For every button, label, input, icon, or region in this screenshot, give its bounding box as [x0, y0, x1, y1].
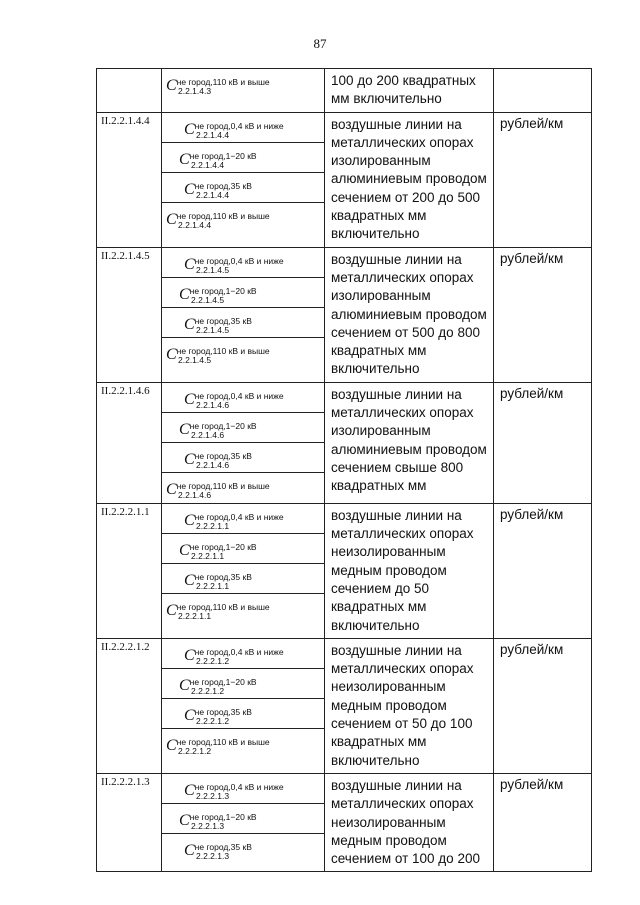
formula-cell [162, 248, 324, 278]
description-cell: воздушные линии на металлических опорах изолированным алюминиевым проводом сечением свыше 800 квадратных мм [325, 382, 494, 503]
formula-superscript: не город,1−20 кВ [189, 285, 257, 296]
formula-subscript: 2.2.2.1.3 [196, 850, 230, 861]
unit-cell: рублей/км [494, 638, 592, 773]
formula-cell [162, 413, 324, 443]
formula-cell [162, 534, 324, 564]
formula-cell [162, 69, 324, 99]
formula-symbol: C [184, 646, 195, 664]
formula-symbol: C [184, 841, 195, 859]
formula-cell [162, 338, 324, 368]
cost-formula [184, 311, 252, 335]
formula-superscript: не город,35 кВ [194, 571, 252, 582]
formula-subscript: 2.2.2.1.2 [196, 715, 230, 726]
code-cell: II.2.2.1.4.4 [97, 112, 162, 247]
table-row [97, 112, 592, 247]
formula-superscript: не город,110 кВ и выше [176, 77, 270, 87]
description-cell: воздушные линии на металлических опорах изолированным алюминиевым проводом сечением от 200 до 500 квадратных мм включительно [325, 112, 494, 247]
cost-formula [179, 146, 257, 170]
cost-formula [184, 386, 284, 410]
table-row [97, 382, 592, 503]
formula-superscript: не город,110 кВ и выше [176, 345, 270, 356]
formula-subscript: 2.2.2.1.2 [196, 655, 230, 666]
formula-subscript: 2.2.1.4.5 [196, 264, 230, 275]
formula-superscript: не город,1−20 кВ [189, 676, 257, 687]
cost-formula [184, 251, 284, 275]
formula-symbol: C [166, 736, 177, 754]
cost-formula [184, 116, 284, 140]
formula-superscript: не город,1−20 кВ [189, 811, 257, 822]
formula-cell [162, 594, 324, 624]
formula-superscript: не город,110 кВ и выше [176, 480, 270, 491]
formula-subscript: 2.2.2.1.3 [196, 790, 230, 801]
formula-symbol: C [166, 480, 177, 498]
unit-cell [494, 69, 592, 113]
formula-superscript: не город,110 кВ и выше [176, 601, 270, 612]
formula-subscript: 2.2.1.4.4 [178, 219, 212, 230]
code-cell: II.2.2.1.4.6 [97, 382, 162, 503]
formula-cell [162, 774, 324, 804]
formula-cell [162, 173, 324, 203]
formula-symbol: C [166, 601, 177, 619]
formula-superscript: не город,0,4 кВ и ниже [194, 390, 284, 401]
unit-cell: рублей/км [494, 382, 592, 503]
cost-formula [184, 702, 252, 726]
cost-formula [184, 176, 252, 200]
formula-subscript: 2.2.1.4.4 [196, 189, 230, 200]
description-cell: воздушные линии на металлических опорах неизолированным медным проводом сечением от 50 до 100 квадратных мм включительно [325, 638, 494, 773]
formula-cell [162, 443, 324, 473]
formula-column [162, 247, 325, 382]
formula-symbol: C [184, 571, 195, 589]
formula-cell [162, 203, 324, 233]
cost-formula [179, 807, 257, 831]
formula-column [162, 503, 325, 638]
formula-symbol: C [179, 811, 190, 829]
cost-formula [184, 642, 284, 666]
formula-symbol: C [184, 255, 195, 273]
formula-symbol: C [179, 285, 190, 303]
formula-cell [162, 804, 324, 834]
formula-superscript: не город,1−20 кВ [189, 541, 257, 552]
formula-cell [162, 143, 324, 173]
unit-cell: рублей/км [494, 503, 592, 638]
formula-symbol: C [179, 420, 190, 438]
formula-column [162, 638, 325, 773]
formula-subscript: 2.2.1.4.6 [196, 459, 230, 470]
formula-subscript: 2.2.1.4.4 [191, 159, 225, 170]
formula-symbol: C [166, 345, 177, 363]
formula-superscript: не город,35 кВ [194, 450, 252, 461]
code-cell: II.2.2.2.1.2 [97, 638, 162, 773]
formula-cell [162, 113, 324, 143]
formula-cell [162, 699, 324, 729]
description-cell: воздушные линии на металлических опорах неизолированным медным проводом сечением от 100 до 200 [325, 773, 494, 871]
formula-superscript: не город,110 кВ и выше [176, 210, 270, 221]
table-row [97, 69, 592, 113]
unit-cell: рублей/км [494, 247, 592, 382]
formula-subscript: 2.2.1.4.5 [178, 354, 212, 365]
formula-subscript: 2.2.2.1.1 [191, 550, 225, 561]
formula-subscript: 2.2.2.1.2 [191, 685, 225, 696]
cost-formula [184, 507, 284, 531]
formula-column [162, 69, 325, 113]
formula-subscript: 2.2.1.4.3 [178, 86, 212, 96]
formula-cell [162, 639, 324, 669]
formula-cell [162, 473, 324, 503]
formula-symbol: C [166, 77, 177, 94]
formula-cell [162, 564, 324, 594]
formula-subscript: 2.2.1.4.5 [196, 324, 230, 335]
cost-formula [166, 72, 270, 96]
formula-subscript: 2.2.1.4.6 [196, 399, 230, 410]
cost-formula [184, 567, 252, 591]
formula-superscript: не город,0,4 кВ и ниже [194, 255, 284, 266]
table-row [97, 503, 592, 638]
table-row [97, 247, 592, 382]
cost-formula [179, 537, 257, 561]
formula-symbol: C [184, 315, 195, 333]
code-cell: II.2.2.1.4.5 [97, 247, 162, 382]
cost-formula [166, 597, 270, 621]
formula-superscript: не город,35 кВ [194, 315, 252, 326]
formula-superscript: не город,1−20 кВ [189, 420, 257, 431]
cost-formula [166, 476, 270, 500]
formula-superscript: не город,0,4 кВ и ниже [194, 120, 284, 131]
unit-cell: рублей/км [494, 773, 592, 871]
formula-symbol: C [184, 120, 195, 138]
cost-formula [184, 446, 252, 470]
table-row [97, 638, 592, 773]
formula-symbol: C [184, 781, 195, 799]
formula-cell [162, 834, 324, 864]
cost-formula [166, 732, 270, 756]
formula-symbol: C [184, 180, 195, 198]
formula-superscript: не город,0,4 кВ и ниже [194, 646, 284, 657]
formula-symbol: C [184, 450, 195, 468]
code-cell: II.2.2.2.1.1 [97, 503, 162, 638]
formula-column [162, 382, 325, 503]
formula-column [162, 112, 325, 247]
formula-subscript: 2.2.2.1.1 [178, 610, 212, 621]
formula-symbol: C [184, 511, 195, 529]
formula-cell [162, 504, 324, 534]
formula-superscript: не город,0,4 кВ и ниже [194, 511, 284, 522]
formula-subscript: 2.2.2.1.1 [196, 580, 230, 591]
formula-symbol: C [179, 676, 190, 694]
formula-subscript: 2.2.2.1.3 [191, 820, 225, 831]
formula-subscript: 2.2.1.4.4 [196, 129, 230, 140]
cost-formula [179, 416, 257, 440]
formula-cell [162, 278, 324, 308]
description-cell: 100 до 200 квадратных мм включительно [325, 69, 494, 113]
formula-symbol: C [166, 210, 177, 228]
cost-formula [179, 281, 257, 305]
formula-subscript: 2.2.1.4.5 [191, 294, 225, 305]
cost-formula [179, 672, 257, 696]
formula-symbol: C [184, 390, 195, 408]
formula-symbol: C [179, 150, 190, 168]
formula-cell [162, 669, 324, 699]
formula-superscript: не город,35 кВ [194, 841, 252, 852]
formula-subscript: 2.2.1.4.6 [178, 489, 212, 500]
formula-symbol: C [179, 541, 190, 559]
rates-table [96, 68, 592, 872]
code-cell: II.2.2.2.1.3 [97, 773, 162, 871]
formula-subscript: 2.2.2.1.2 [178, 745, 212, 756]
formula-superscript: не город,1−20 кВ [189, 150, 257, 161]
code-cell [97, 69, 162, 113]
formula-superscript: не город,35 кВ [194, 180, 252, 191]
formula-subscript: 2.2.2.1.1 [196, 520, 230, 531]
formula-superscript: не город,35 кВ [194, 706, 252, 717]
description-cell: воздушные линии на металлических опорах неизолированным медным проводом сечением до 50 квадратных мм включительно [325, 503, 494, 638]
table-row [97, 773, 592, 871]
formula-superscript: не город,0,4 кВ и ниже [194, 781, 284, 792]
formula-symbol: C [184, 706, 195, 724]
formula-superscript: не город,110 кВ и выше [176, 736, 270, 747]
cost-formula [166, 341, 270, 365]
unit-cell: рублей/км [494, 112, 592, 247]
formula-cell [162, 383, 324, 413]
cost-formula [184, 837, 252, 861]
formula-subscript: 2.2.1.4.6 [191, 429, 225, 440]
page-number: 87 [313, 36, 327, 51]
formula-cell [162, 729, 324, 759]
description-cell: воздушные линии на металлических опорах изолированным алюминиевым проводом сечением от 500 до 800 квадратных мм включительно [325, 247, 494, 382]
formula-cell [162, 308, 324, 338]
formula-column [162, 773, 325, 871]
cost-formula [184, 777, 284, 801]
cost-formula [166, 206, 270, 230]
